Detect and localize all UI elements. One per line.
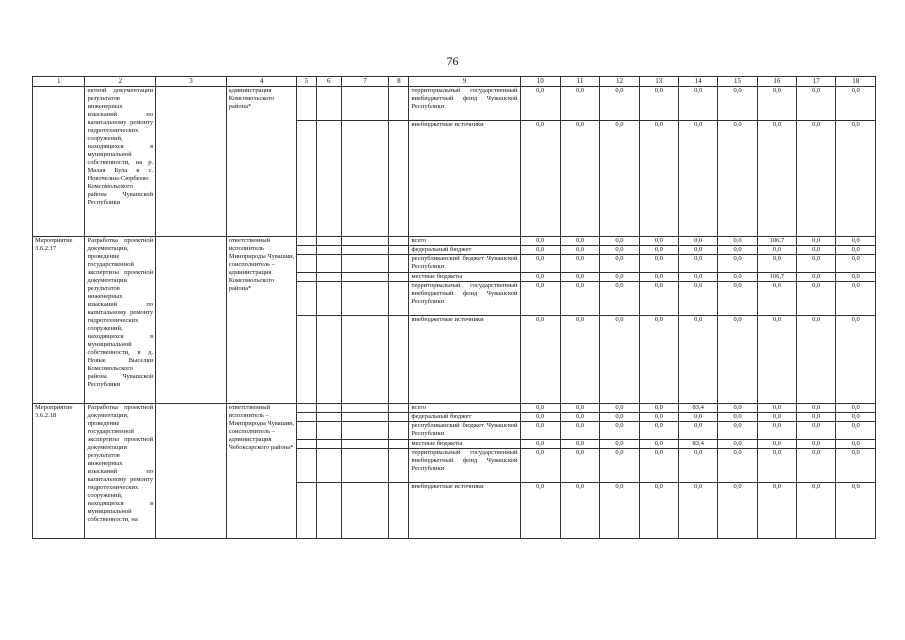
measure-name: Разработка проектной документации, проведение государственной экспертизы проектной документации результатов инженерных изысканий по капитальному ремонту гидротехнических сооружений, находящихся в муниципальной собственности, на — [85, 404, 156, 539]
amount-cell: 0,0 — [678, 483, 717, 539]
empty-cell — [297, 440, 316, 449]
funding-source: внебюджетные источники — [409, 483, 520, 539]
empty-cell — [297, 282, 316, 316]
executor: ответственный исполнитель Минприроды Чувашии, соисполнитель – администрация Комсомольского района* — [226, 237, 297, 404]
empty-cell — [389, 316, 409, 404]
funding-source: местные бюджеты — [409, 440, 520, 449]
amount-cell: 0,0 — [560, 449, 599, 483]
amount-cell: 0,0 — [560, 255, 599, 273]
column-number: 6 — [316, 77, 341, 87]
amount-cell: 0,0 — [639, 121, 678, 237]
funding-source: территориальный государственный внебюджетный фонд Чувашской Республики — [409, 282, 520, 316]
empty-cell — [389, 87, 409, 121]
amount-cell: 0,0 — [836, 449, 876, 483]
amount-cell: 0,0 — [757, 483, 796, 539]
amount-cell: 0,0 — [718, 440, 757, 449]
amount-cell: 0,0 — [797, 246, 836, 255]
amount-cell: 0,0 — [520, 422, 560, 440]
amount-cell: 0,0 — [600, 483, 639, 539]
amount-cell: 0,0 — [718, 483, 757, 539]
amount-cell: 0,0 — [757, 87, 796, 121]
amount-cell: 0,0 — [600, 316, 639, 404]
empty-cell — [389, 422, 409, 440]
amount-cell: 0,0 — [836, 483, 876, 539]
amount-cell: 0,0 — [836, 422, 876, 440]
measure-code — [33, 87, 85, 237]
amount-cell: 0,0 — [718, 404, 757, 413]
amount-cell: 0,0 — [718, 246, 757, 255]
amount-cell: 0,0 — [520, 273, 560, 282]
empty-cell — [297, 273, 316, 282]
column-number: 13 — [639, 77, 678, 87]
column-number: 4 — [226, 77, 297, 87]
amount-cell: 0,0 — [639, 273, 678, 282]
empty-cell — [297, 404, 316, 413]
empty-cell — [316, 483, 341, 539]
amount-cell: 0,0 — [797, 483, 836, 539]
empty-cell — [316, 246, 341, 255]
amount-cell: 0,0 — [757, 246, 796, 255]
funding-source: территориальный государственный внебюджетный фонд Чувашской Республики — [409, 87, 520, 121]
empty-cell — [341, 121, 388, 237]
empty-cell — [389, 255, 409, 273]
amount-cell: 0,0 — [600, 273, 639, 282]
empty-cell — [389, 246, 409, 255]
column-number: 17 — [797, 77, 836, 87]
amount-cell: 0,0 — [718, 237, 757, 246]
empty-cell — [389, 449, 409, 483]
amount-cell: 0,0 — [836, 87, 876, 121]
empty-cell — [297, 422, 316, 440]
amount-cell: 0,0 — [639, 404, 678, 413]
column-number: 11 — [560, 77, 599, 87]
empty-cell — [316, 404, 341, 413]
amount-cell: 0,0 — [836, 404, 876, 413]
amount-cell: 0,0 — [836, 237, 876, 246]
amount-cell: 0,0 — [836, 121, 876, 237]
executor: администрация Комсомольского района* — [226, 87, 297, 237]
amount-cell: 0,0 — [718, 255, 757, 273]
empty-cell — [341, 449, 388, 483]
measure-name: ектной документации результатов инженерных изысканий по капитальному ремонту гидротехнических сооружений, находящихся в муниципальной собственности, на р. Малая Була в с. Новочелны-Сюрбеево Комсомольского района Чувашской Республики — [85, 87, 156, 237]
amount-cell: 0,0 — [718, 413, 757, 422]
empty-cell — [316, 422, 341, 440]
amount-cell: 0,0 — [797, 404, 836, 413]
empty-cell — [341, 273, 388, 282]
amount-cell: 0,0 — [678, 87, 717, 121]
empty-cell — [316, 413, 341, 422]
amount-cell: 0,0 — [836, 273, 876, 282]
empty-cell — [341, 483, 388, 539]
empty-cell — [297, 237, 316, 246]
column-number-row — [33, 77, 876, 87]
amount-cell: 0,0 — [678, 316, 717, 404]
amount-cell: 83,4 — [678, 440, 717, 449]
empty-cell — [316, 273, 341, 282]
amount-cell: 0,0 — [718, 316, 757, 404]
amount-cell: 0,0 — [520, 316, 560, 404]
column-number: 7 — [341, 77, 388, 87]
amount-cell: 0,0 — [718, 282, 757, 316]
amount-cell: 0,0 — [600, 413, 639, 422]
amount-cell: 0,0 — [639, 413, 678, 422]
amount-cell: 106,7 — [757, 273, 796, 282]
amount-cell: 0,0 — [560, 483, 599, 539]
empty-cell — [341, 87, 388, 121]
amount-cell: 0,0 — [560, 282, 599, 316]
empty-cell — [316, 440, 341, 449]
funding-source: республиканский бюджет Чувашской Республики — [409, 422, 520, 440]
amount-cell: 0,0 — [520, 483, 560, 539]
empty-cell — [341, 237, 388, 246]
amount-cell: 0,0 — [757, 255, 796, 273]
measure-name: Разработка проектной документации, проведение государственной экспертизы проектной документации результатов инженерных изысканий по капитальному ремонту гидротехнических сооружений, находящихся в муниципальной собственности, в д. Новые Выселки Комсомольского района Чувашской Республики — [85, 237, 156, 404]
funding-source: внебюджетные источники — [409, 316, 520, 404]
amount-cell: 0,0 — [678, 237, 717, 246]
amount-cell: 0,0 — [718, 121, 757, 237]
amount-cell: 0,0 — [639, 246, 678, 255]
amount-cell: 0,0 — [639, 87, 678, 121]
empty-cell — [389, 237, 409, 246]
empty-cell — [316, 237, 341, 246]
amount-cell: 0,0 — [600, 440, 639, 449]
amount-cell: 0,0 — [757, 440, 796, 449]
empty-cell — [156, 404, 227, 539]
amount-cell: 0,0 — [718, 449, 757, 483]
amount-cell: 0,0 — [797, 282, 836, 316]
amount-cell: 0,0 — [600, 422, 639, 440]
empty-cell — [297, 449, 316, 483]
page-number: 76 — [446, 54, 459, 68]
amount-cell: 0,0 — [678, 273, 717, 282]
empty-cell — [316, 87, 341, 121]
amount-cell: 0,0 — [678, 449, 717, 483]
amount-cell: 0,0 — [757, 404, 796, 413]
amount-cell: 0,0 — [600, 449, 639, 483]
amount-cell: 0,0 — [560, 404, 599, 413]
amount-cell: 0,0 — [600, 87, 639, 121]
amount-cell: 0,0 — [678, 246, 717, 255]
amount-cell: 0,0 — [836, 440, 876, 449]
column-number: 10 — [520, 77, 560, 87]
empty-cell — [297, 316, 316, 404]
amount-cell: 0,0 — [560, 87, 599, 121]
amount-cell: 0,0 — [639, 282, 678, 316]
amount-cell: 0,0 — [520, 255, 560, 273]
amount-cell: 0,0 — [797, 237, 836, 246]
column-number: 1 — [33, 77, 85, 87]
empty-cell — [341, 440, 388, 449]
empty-cell — [316, 121, 341, 237]
amount-cell: 0,0 — [560, 246, 599, 255]
empty-cell — [297, 413, 316, 422]
table-row — [33, 237, 876, 246]
amount-cell: 0,0 — [797, 440, 836, 449]
amount-cell: 0,0 — [600, 237, 639, 246]
amount-cell: 0,0 — [600, 121, 639, 237]
amount-cell: 0,0 — [757, 449, 796, 483]
empty-cell — [389, 282, 409, 316]
empty-cell — [389, 404, 409, 413]
program-table — [32, 76, 876, 539]
amount-cell: 0,0 — [560, 121, 599, 237]
amount-cell: 0,0 — [836, 413, 876, 422]
empty-cell — [156, 237, 227, 404]
amount-cell: 0,0 — [600, 246, 639, 255]
empty-cell — [389, 413, 409, 422]
amount-cell: 0,0 — [678, 121, 717, 237]
amount-cell: 0,0 — [520, 282, 560, 316]
empty-cell — [297, 483, 316, 539]
amount-cell: 0,0 — [836, 246, 876, 255]
amount-cell: 0,0 — [797, 316, 836, 404]
amount-cell: 0,0 — [757, 121, 796, 237]
funding-source: всего — [409, 237, 520, 246]
column-number: 5 — [297, 77, 316, 87]
amount-cell: 0,0 — [520, 404, 560, 413]
amount-cell: 0,0 — [797, 413, 836, 422]
amount-cell: 0,0 — [797, 255, 836, 273]
amount-cell: 0,0 — [639, 483, 678, 539]
amount-cell: 0,0 — [639, 449, 678, 483]
amount-cell: 0,0 — [520, 246, 560, 255]
funding-source: федеральный бюджет — [409, 246, 520, 255]
empty-cell — [156, 87, 227, 237]
amount-cell: 0,0 — [639, 255, 678, 273]
empty-cell — [389, 483, 409, 539]
amount-cell: 0,0 — [678, 282, 717, 316]
amount-cell: 0,0 — [560, 440, 599, 449]
amount-cell: 0,0 — [520, 87, 560, 121]
amount-cell: 0,0 — [600, 282, 639, 316]
column-number: 16 — [757, 77, 796, 87]
funding-source: территориальный государственный внебюджетный фонд Чувашской Республики — [409, 449, 520, 483]
amount-cell: 0,0 — [639, 316, 678, 404]
empty-cell — [389, 273, 409, 282]
amount-cell: 0,0 — [678, 255, 717, 273]
amount-cell: 0,0 — [797, 87, 836, 121]
empty-cell — [316, 316, 341, 404]
funding-source: республиканский бюджет Чувашской Республики — [409, 255, 520, 273]
empty-cell — [316, 282, 341, 316]
column-number: 18 — [836, 77, 876, 87]
column-number: 2 — [85, 77, 156, 87]
amount-cell: 0,0 — [836, 255, 876, 273]
amount-cell: 0,0 — [560, 413, 599, 422]
amount-cell: 0,0 — [639, 237, 678, 246]
measure-code: Мероприятие 3.6.2.18 — [33, 404, 85, 539]
amount-cell: 0,0 — [757, 413, 796, 422]
amount-cell: 0,0 — [797, 422, 836, 440]
column-number: 9 — [409, 77, 520, 87]
amount-cell: 0,0 — [718, 273, 757, 282]
column-number: 14 — [678, 77, 717, 87]
table-row — [33, 87, 876, 121]
measure-code: Мероприятие 3.6.2.17 — [33, 237, 85, 404]
empty-cell — [341, 404, 388, 413]
empty-cell — [297, 246, 316, 255]
empty-cell — [389, 121, 409, 237]
amount-cell: 106,7 — [757, 237, 796, 246]
amount-cell: 0,0 — [797, 449, 836, 483]
amount-cell: 0,0 — [836, 316, 876, 404]
column-number: 15 — [718, 77, 757, 87]
funding-source: федеральный бюджет — [409, 413, 520, 422]
amount-cell: 0,0 — [600, 255, 639, 273]
amount-cell: 0,0 — [520, 237, 560, 246]
empty-cell — [297, 87, 316, 121]
funding-source: внебюджетные источники — [409, 121, 520, 237]
empty-cell — [341, 246, 388, 255]
amount-cell: 0,0 — [639, 422, 678, 440]
empty-cell — [341, 422, 388, 440]
amount-cell: 83,4 — [678, 404, 717, 413]
amount-cell: 0,0 — [520, 449, 560, 483]
empty-cell — [297, 121, 316, 237]
amount-cell: 0,0 — [678, 422, 717, 440]
amount-cell: 0,0 — [718, 87, 757, 121]
empty-cell — [341, 255, 388, 273]
empty-cell — [389, 440, 409, 449]
empty-cell — [341, 316, 388, 404]
amount-cell: 0,0 — [797, 121, 836, 237]
amount-cell: 0,0 — [520, 413, 560, 422]
amount-cell: 0,0 — [560, 237, 599, 246]
empty-cell — [316, 255, 341, 273]
column-number: 8 — [389, 77, 409, 87]
amount-cell: 0,0 — [600, 404, 639, 413]
amount-cell: 0,0 — [560, 316, 599, 404]
amount-cell: 0,0 — [520, 440, 560, 449]
executor: ответственный исполнитель – Минприроды Чувашии, соисполнитель – администрация Чебоксарского района* — [226, 404, 297, 539]
column-number: 3 — [156, 77, 227, 87]
empty-cell — [297, 255, 316, 273]
column-number: 12 — [600, 77, 639, 87]
amount-cell: 0,0 — [718, 422, 757, 440]
empty-cell — [341, 413, 388, 422]
funding-source: всего — [409, 404, 520, 413]
amount-cell: 0,0 — [757, 422, 796, 440]
amount-cell: 0,0 — [639, 440, 678, 449]
amount-cell: 0,0 — [797, 273, 836, 282]
amount-cell: 0,0 — [757, 282, 796, 316]
empty-cell — [341, 282, 388, 316]
amount-cell: 0,0 — [836, 282, 876, 316]
amount-cell: 0,0 — [560, 422, 599, 440]
funding-source: местные бюджеты — [409, 273, 520, 282]
amount-cell: 0,0 — [520, 121, 560, 237]
amount-cell: 0,0 — [560, 273, 599, 282]
empty-cell — [316, 449, 341, 483]
table-row — [33, 404, 876, 413]
amount-cell: 0,0 — [678, 413, 717, 422]
amount-cell: 0,0 — [757, 316, 796, 404]
